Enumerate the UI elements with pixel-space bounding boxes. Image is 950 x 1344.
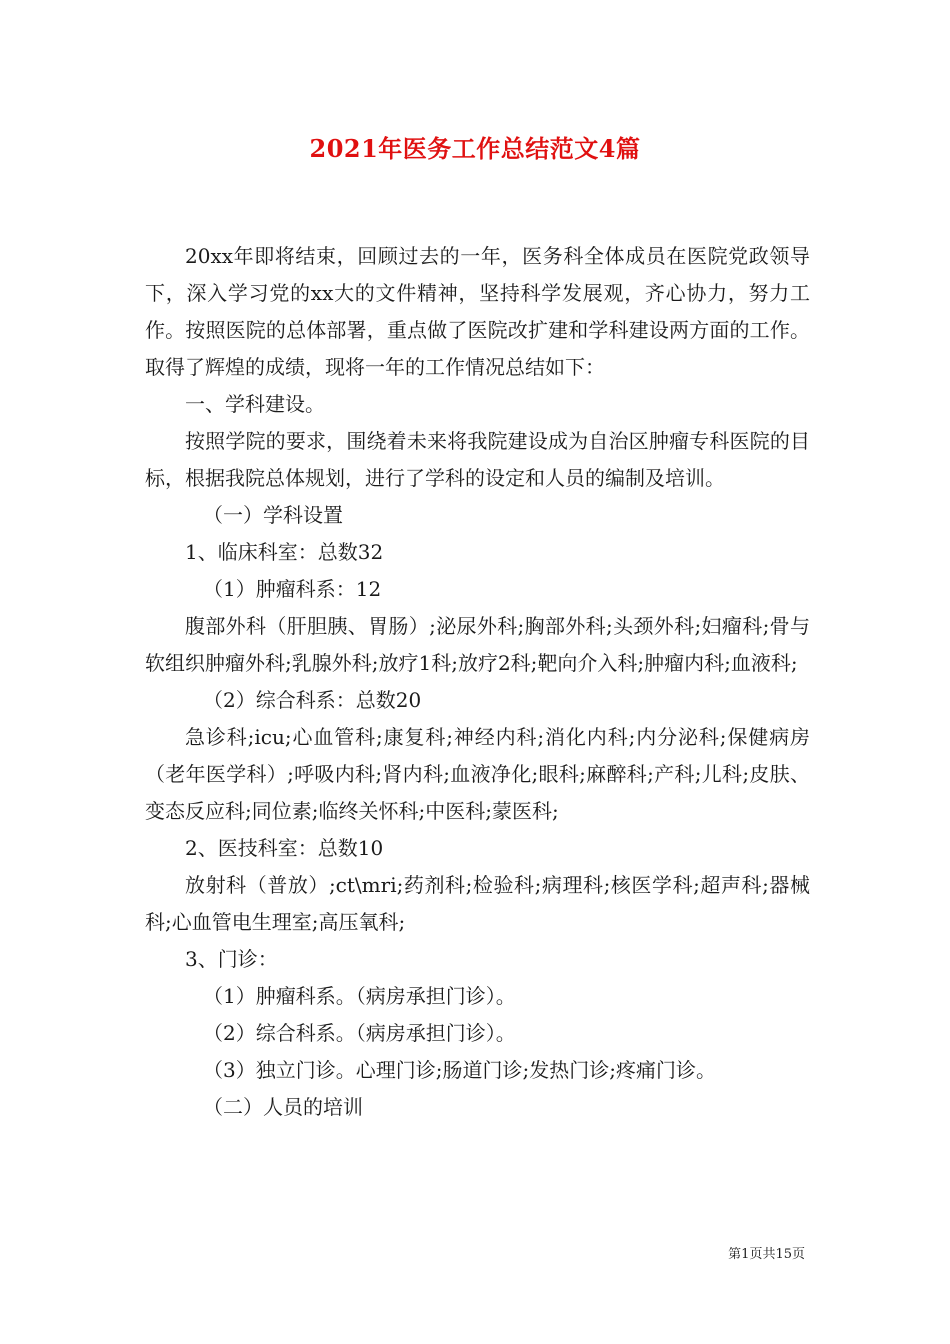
list-item-outpatient-independent: （3）独立门诊。心理门诊;肠道门诊;发热门诊;疼痛门诊。 xyxy=(203,1058,716,1082)
subsection-heading-training: （二）人员的培训 xyxy=(203,1095,363,1119)
document-title: 2021年医务工作总结范文4篇 xyxy=(309,134,641,163)
paragraph-oncology-departments: 腹部外科（肝胆胰、胃肠）;泌尿外科;胸部外科;头颈外科;妇瘤科;骨与软组织肿瘤外科;乳腺外科;放疗1科;放疗2科;靶向介入科;肿瘤内科;血液科; xyxy=(145,614,810,675)
list-heading-general: （2）综合科系：总数20 xyxy=(203,688,422,712)
page-number-footer: 第1页共15页 xyxy=(728,1247,805,1262)
section-heading-discipline: 一、学科建设。 xyxy=(185,392,325,416)
list-heading-medtech: 2、医技科室：总数10 xyxy=(185,836,384,860)
paragraph-discipline-goal: 按照学院的要求，围绕着未来将我院建设成为自治区肿瘤专科医院的目标，根据我院总体规划，进行了学科的设定和人员的编制及培训。 xyxy=(145,429,810,490)
intro-paragraph: 20xx年即将结束，回顾过去的一年，医务科全体成员在医院党政领导下，深入学习党的xx大的文件精神，坚持科学发展观，齐心协力，努力工作。按照医院的总体部署，重点做了医院改扩建和学科建设两方面的工作。取得了辉煌的成绩，现将一年的工作情况总结如下： xyxy=(145,244,810,379)
subsection-heading-setup: （一）学科设置 xyxy=(203,503,343,527)
list-heading-outpatient: 3、门诊： xyxy=(185,947,278,971)
paragraph-general-departments: 急诊科;icu;心血管科;康复科;神经内科;消化内科;内分泌科;保健病房（老年医学科）;呼吸内科;肾内科;血液净化;眼科;麻醉科;产科;儿科;皮肤、变态反应科;同位素;临终关怀科;中医科;蒙医科; xyxy=(145,725,810,823)
document-body xyxy=(145,238,810,1126)
list-item-outpatient-oncology: （1）肿瘤科系。（病房承担门诊）。 xyxy=(203,984,516,1008)
list-heading-clinical: 1、临床科室：总数32 xyxy=(185,540,384,564)
list-item-outpatient-general: （2）综合科系。（病房承担门诊）。 xyxy=(203,1021,516,1045)
paragraph-medtech-departments: 放射科（普放）;ct\mri;药剂科;检验科;病理科;核医学科;超声科;器械科;心血管电生理室;高压氧科; xyxy=(145,873,810,934)
list-heading-oncology: （1）肿瘤科系：12 xyxy=(203,577,382,601)
